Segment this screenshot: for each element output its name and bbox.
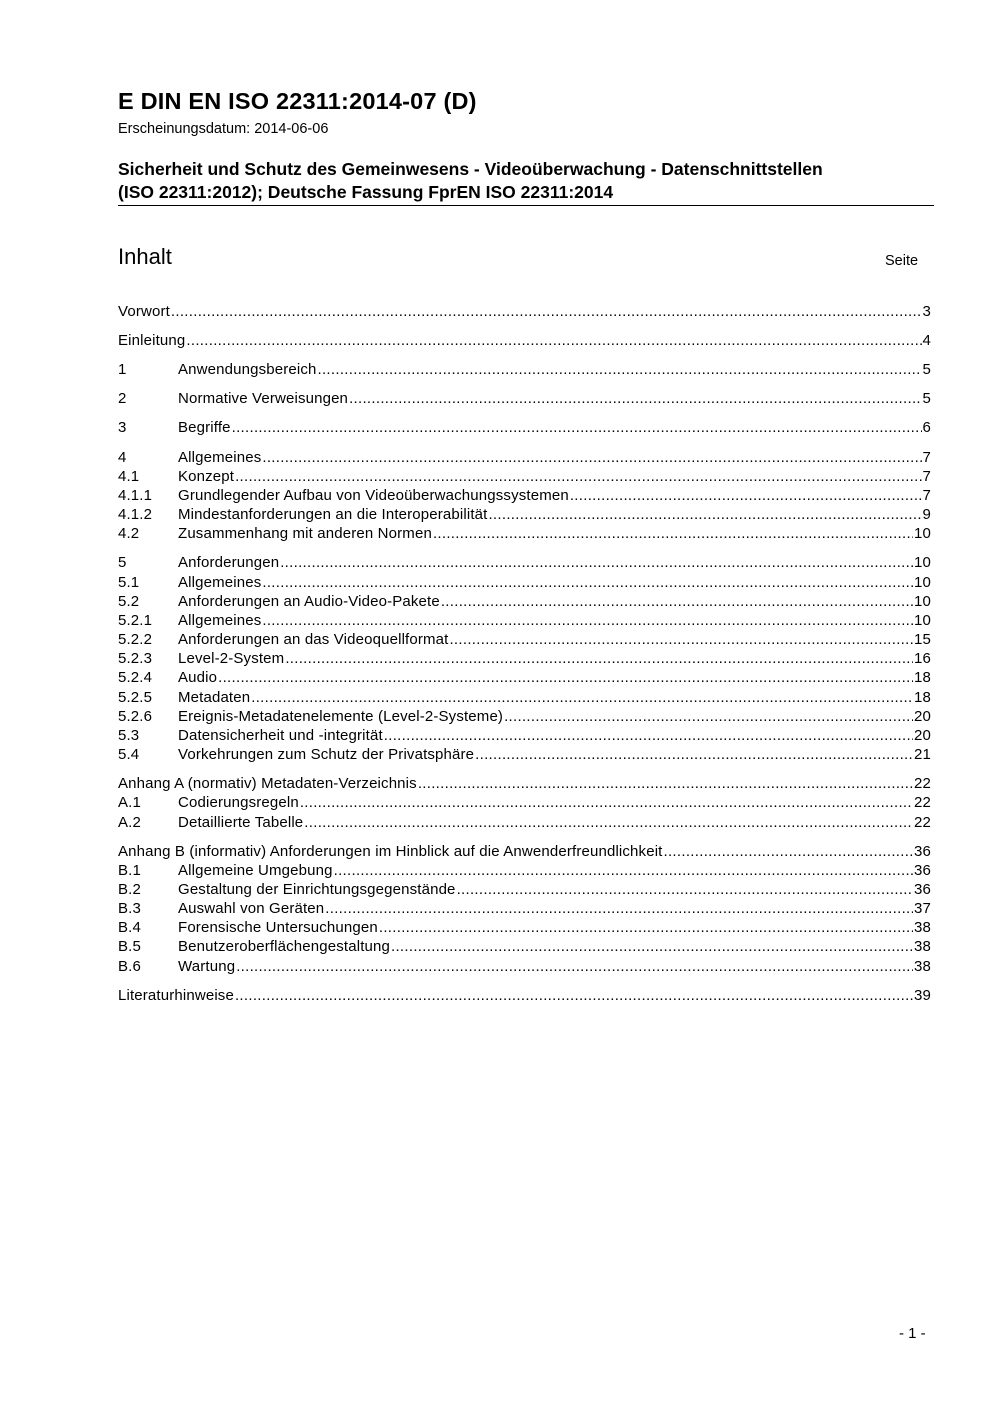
toc-entry[interactable] (118, 360, 931, 379)
toc-entry-page: 38 (914, 958, 931, 975)
toc-entry[interactable] (118, 649, 931, 668)
toc-entry-title: Zusammenhang mit anderen Normen (178, 525, 432, 542)
toc-entry-number: 4.2 (118, 525, 140, 542)
toc-entry[interactable] (118, 986, 931, 1005)
toc-dot-leader (441, 592, 913, 611)
toc-entry-number: B.2 (118, 881, 141, 898)
toc-entry-title: Codierungsregeln (178, 794, 299, 811)
toc-entry-title: Vorwort (118, 303, 170, 320)
toc-entry-page: 36 (914, 862, 931, 879)
toc-entry-title: Metadaten (178, 689, 251, 706)
toc-entry-number: 5.3 (118, 727, 140, 744)
toc-dot-leader (317, 360, 921, 379)
toc-entry-number: 5.2.3 (118, 650, 153, 667)
toc-entry[interactable] (118, 302, 931, 321)
toc-entry[interactable] (118, 707, 931, 726)
toc-entry-number: 5.2.2 (118, 631, 153, 648)
toc-entry-title: Allgemeines (178, 449, 262, 466)
toc-entry-title: Anforderungen an Audio-Video-Pakete (178, 593, 440, 610)
toc-dot-leader (384, 726, 913, 745)
toc-entry-number: 4.1 (118, 468, 140, 485)
toc-dot-leader (488, 505, 921, 524)
toc-entry-number: 5 (118, 554, 127, 571)
toc-dot-leader (262, 448, 921, 467)
toc-dot-leader (664, 842, 914, 861)
document-title (118, 158, 938, 204)
toc-dot-leader (218, 668, 913, 687)
toc-entry-page: 7 (922, 468, 931, 485)
toc-entry-title: Allgemeine Umgebung (178, 862, 333, 879)
toc-entry-page: 10 (914, 612, 931, 629)
toc-entry[interactable] (118, 880, 931, 899)
toc-dot-leader (262, 573, 913, 592)
publication-date: Erscheinungsdatum: 2014-06-06 (118, 121, 329, 137)
toc-entry-title: Anforderungen (178, 554, 280, 571)
toc-entry-page: 10 (914, 574, 931, 591)
toc-entry-title: Anhang B (informativ) Anforderungen im Hinblick auf die Anwenderfreundlichkeit (118, 843, 663, 860)
toc-dot-leader (251, 688, 913, 707)
toc-dot-leader (334, 861, 913, 880)
toc-entry[interactable] (118, 592, 931, 611)
toc-entry-number: 4.1.1 (118, 487, 153, 504)
toc-entry[interactable] (118, 918, 931, 937)
toc-entry-page: 20 (914, 727, 931, 744)
toc-dot-leader (475, 745, 913, 764)
toc-entry-title: Allgemeines (178, 612, 262, 629)
toc-entry-number: 5.1 (118, 574, 140, 591)
toc-entry[interactable] (118, 726, 931, 745)
toc-entry-title: Auswahl von Geräten (178, 900, 325, 917)
title-divider (118, 205, 934, 206)
toc-entry-page: 38 (914, 938, 931, 955)
toc-entry[interactable] (118, 524, 931, 543)
toc-entry[interactable] (118, 418, 931, 437)
toc-entry-page: 22 (914, 775, 931, 792)
toc-dot-leader (379, 918, 913, 937)
toc-entry[interactable] (118, 505, 931, 524)
toc-dot-leader (280, 553, 913, 572)
toc-entry-number: 4.1.2 (118, 506, 153, 523)
toc-entry-page: 36 (914, 881, 931, 898)
page-number: - 1 - (899, 1325, 926, 1342)
toc-entry-title: Anhang A (normativ) Metadaten-Verzeichnis (118, 775, 417, 792)
toc-entry-page: 21 (914, 746, 931, 763)
toc-entry[interactable] (118, 611, 931, 630)
toc-entry[interactable] (118, 899, 931, 918)
toc-entry[interactable] (118, 937, 931, 956)
toc-entry-title: Audio (178, 669, 218, 686)
toc-entry-title: Detaillierte Tabelle (178, 814, 304, 831)
toc-dot-leader (304, 813, 913, 832)
toc-dot-leader (232, 418, 922, 437)
toc-dot-leader (349, 389, 921, 408)
toc-entry-page: 16 (914, 650, 931, 667)
toc-entry-page: 18 (914, 689, 931, 706)
toc-entry-page: 10 (914, 554, 931, 571)
toc-entry-page: 22 (914, 814, 931, 831)
toc-entry[interactable] (118, 793, 931, 812)
toc-heading: Inhalt (118, 244, 172, 269)
toc-entry[interactable] (118, 630, 931, 649)
toc-entry-title: Begriffe (178, 419, 231, 436)
toc-entry-number: 4 (118, 449, 127, 466)
toc-entry[interactable] (118, 813, 931, 832)
toc-entry-title: Anforderungen an das Videoquellformat (178, 631, 449, 648)
toc-entry-title: Ereignis-Metadatenelemente (Level-2-Systeme) (178, 708, 504, 725)
toc-entry-page: 36 (914, 843, 931, 860)
toc-entry-number: A.2 (118, 814, 141, 831)
toc-entry-page: 20 (914, 708, 931, 725)
toc-entry-number: 5.2.6 (118, 708, 153, 725)
toc-entry-title: Allgemeines (178, 574, 262, 591)
toc-entry-title: Normative Verweisungen (178, 390, 349, 407)
toc-entry-page: 10 (914, 525, 931, 542)
toc-dot-leader (171, 302, 922, 321)
toc-dot-leader (457, 880, 913, 899)
toc-entry[interactable] (118, 389, 931, 408)
toc-entry[interactable] (118, 467, 931, 486)
toc-entry-title: Datensicherheit und -integrität (178, 727, 383, 744)
toc-dot-leader (300, 793, 913, 812)
toc-entry-page: 39 (914, 987, 931, 1004)
toc-dot-leader (235, 986, 913, 1005)
toc-entry[interactable] (118, 486, 931, 505)
toc-page-column-label: Seite (885, 253, 919, 269)
toc-entry-page: 7 (922, 449, 931, 466)
toc-dot-leader (235, 467, 921, 486)
toc-dot-leader (449, 630, 913, 649)
toc-entry-page: 6 (922, 419, 931, 436)
toc-dot-leader (433, 524, 913, 543)
toc-entry-number: B.5 (118, 938, 141, 955)
toc-entry-title: Literaturhinweise (118, 987, 234, 1004)
toc-entry-title: Anwendungsbereich (178, 361, 317, 378)
toc-entry-number: B.6 (118, 958, 141, 975)
toc-entry[interactable] (118, 842, 931, 861)
toc-entry[interactable] (118, 745, 931, 764)
toc-entry-number: 5.4 (118, 746, 140, 763)
toc-entry-page: 22 (914, 794, 931, 811)
toc-dot-leader (504, 707, 913, 726)
toc-entry-number: 5.2.5 (118, 689, 153, 706)
toc-entry-title: Konzept (178, 468, 235, 485)
toc-entry-page: 37 (914, 900, 931, 917)
toc-entry-title: Wartung (178, 958, 236, 975)
document-id: E DIN EN ISO 22311:2014-07 (D) (118, 88, 477, 114)
toc-entry-title: Grundlegender Aufbau von Videoüberwachungssystemen (178, 487, 569, 504)
toc-entry-title: Einleitung (118, 332, 186, 349)
toc-entry[interactable] (118, 774, 931, 793)
toc-entry-page: 10 (914, 593, 931, 610)
toc-entry[interactable] (118, 331, 931, 350)
toc-entry[interactable] (118, 553, 931, 572)
toc-entry[interactable] (118, 448, 931, 467)
toc-entry-number: 2 (118, 390, 127, 407)
toc-dot-leader (236, 957, 913, 976)
toc-entry-number: B.1 (118, 862, 141, 879)
toc-entry[interactable] (118, 957, 931, 976)
toc-entry-page: 3 (922, 303, 931, 320)
toc-entry-title: Benutzeroberflächengestaltung (178, 938, 390, 955)
document-title-line: (ISO 22311:2012); Deutsche Fassung FprEN ISO 22311:2014 (118, 182, 614, 202)
toc-entry-title: Gestaltung der Einrichtungsgegenstände (178, 881, 456, 898)
toc-entry[interactable] (118, 861, 931, 880)
toc-dot-leader (186, 331, 921, 350)
toc-entry-page: 9 (922, 506, 931, 523)
toc-entry-number: 5.2 (118, 593, 140, 610)
toc-entry-number: B.3 (118, 900, 141, 917)
toc-entry-number: B.4 (118, 919, 141, 936)
toc-dot-leader (570, 486, 922, 505)
toc-entry-number: 5.2.4 (118, 669, 153, 686)
toc-entry-number: 3 (118, 419, 127, 436)
toc-entry-title: Forensische Untersuchungen (178, 919, 378, 936)
toc-entry-page: 15 (914, 631, 931, 648)
toc-dot-leader (285, 649, 913, 668)
toc-dot-leader (391, 937, 913, 956)
toc-entry-number: A.1 (118, 794, 141, 811)
document-title-line: Sicherheit und Schutz des Gemeinwesens - Videoüberwachung - Datenschnittstellen (118, 159, 823, 179)
toc-entry-page: 38 (914, 919, 931, 936)
toc-entry-page: 4 (922, 332, 931, 349)
toc-dot-leader (418, 774, 913, 793)
toc-entry-title: Mindestanforderungen an die Interoperabilität (178, 506, 488, 523)
toc-entry[interactable] (118, 688, 931, 707)
toc-entry-page: 18 (914, 669, 931, 686)
toc-entry[interactable] (118, 573, 931, 592)
toc-dot-leader (262, 611, 913, 630)
toc-entry-title: Level-2-System (178, 650, 285, 667)
toc-dot-leader (325, 899, 913, 918)
toc-entry-number: 1 (118, 361, 127, 378)
toc-entry-title: Vorkehrungen zum Schutz der Privatsphäre (178, 746, 475, 763)
toc-entry-number: 5.2.1 (118, 612, 153, 629)
toc-entry[interactable] (118, 668, 931, 687)
toc-entry-page: 5 (922, 361, 931, 378)
toc-entry-page: 5 (922, 390, 931, 407)
toc-entry-page: 7 (922, 487, 931, 504)
